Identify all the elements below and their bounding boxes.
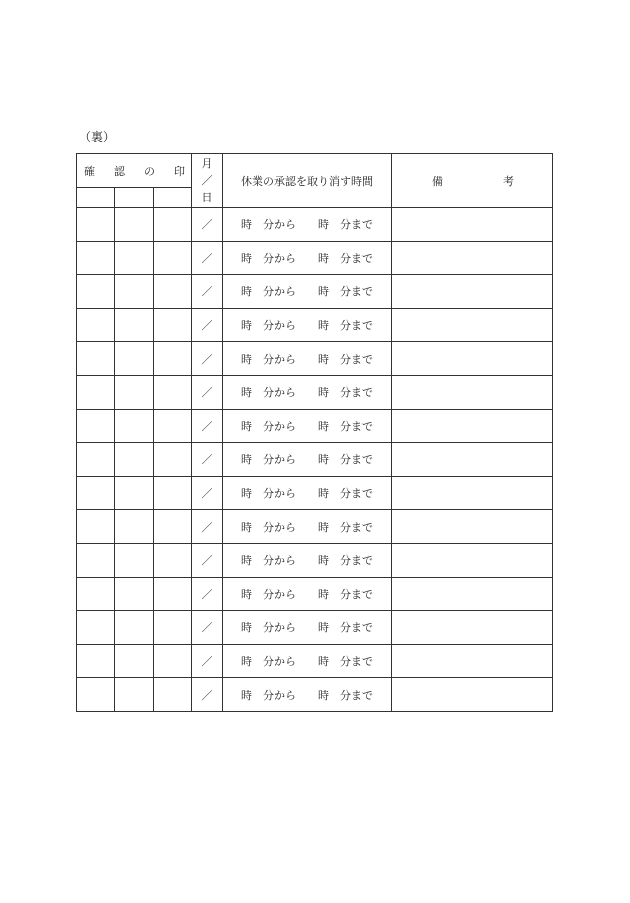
seal-cell[interactable] [154, 342, 192, 376]
seal-cell[interactable] [77, 342, 115, 376]
table-row [77, 476, 553, 510]
table-row [77, 510, 553, 544]
time-range-cell[interactable]: 時 分から 時 分まで [223, 678, 392, 712]
date-cell[interactable]: ／ [192, 443, 223, 477]
month-label: 月 [201, 157, 213, 170]
seal-cell[interactable] [115, 678, 154, 712]
day-label: 日 [201, 191, 213, 204]
date-cell[interactable]: ／ [192, 644, 223, 678]
notes-cell[interactable] [392, 543, 553, 577]
seal-cell[interactable] [115, 476, 154, 510]
notes-cell[interactable] [392, 443, 553, 477]
time-range-cell[interactable]: 時 分から 時 分まで [223, 342, 392, 376]
seal-cell[interactable] [154, 409, 192, 443]
time-range-cell[interactable]: 時 分から 時 分まで [223, 611, 392, 645]
seal-cell[interactable] [115, 644, 154, 678]
seal-cell[interactable] [154, 208, 192, 242]
seal-cell[interactable] [77, 476, 115, 510]
time-range-cell[interactable]: 時 分から 時 分まで [223, 409, 392, 443]
seal-header-slot-1 [77, 188, 115, 208]
month-day-slash: ／ [201, 174, 213, 187]
notes-cell[interactable] [392, 678, 553, 712]
time-range-cell[interactable]: 時 分から 時 分まで [223, 375, 392, 409]
date-cell[interactable]: ／ [192, 543, 223, 577]
time-range-cell[interactable]: 時 分から 時 分まで [223, 543, 392, 577]
seal-cell[interactable] [115, 208, 154, 242]
date-cell[interactable]: ／ [192, 308, 223, 342]
date-cell[interactable]: ／ [192, 342, 223, 376]
seal-cell[interactable] [77, 275, 115, 309]
seal-cell[interactable] [154, 375, 192, 409]
seal-cell[interactable] [77, 543, 115, 577]
time-range-cell[interactable]: 時 分から 時 分まで [223, 208, 392, 242]
date-cell[interactable]: ／ [192, 409, 223, 443]
seal-cell[interactable] [77, 678, 115, 712]
table-row [77, 543, 553, 577]
time-cancellation-table [76, 153, 553, 712]
notes-cell[interactable] [392, 409, 553, 443]
date-cell[interactable]: ／ [192, 375, 223, 409]
seal-cell[interactable] [115, 543, 154, 577]
date-cell[interactable]: ／ [192, 241, 223, 275]
seal-cell[interactable] [77, 375, 115, 409]
seal-cell[interactable] [154, 611, 192, 645]
seal-cell[interactable] [115, 510, 154, 544]
confirm-char-2: 認 [114, 164, 125, 178]
seal-cell[interactable] [154, 644, 192, 678]
table-row [77, 577, 553, 611]
seal-header-slot-2 [115, 188, 154, 208]
seal-cell[interactable] [77, 611, 115, 645]
seal-cell[interactable] [115, 375, 154, 409]
seal-cell[interactable] [77, 577, 115, 611]
seal-cell[interactable] [115, 308, 154, 342]
seal-cell[interactable] [154, 678, 192, 712]
table-row [77, 409, 553, 443]
seal-cell[interactable] [77, 644, 115, 678]
confirm-char-1: 確 [84, 164, 95, 178]
confirm-char-4: 印 [174, 164, 185, 178]
notes-cell[interactable] [392, 275, 553, 309]
table-row [77, 678, 553, 712]
seal-cell[interactable] [154, 241, 192, 275]
confirm-seal-header [77, 154, 192, 188]
time-range-cell[interactable]: 時 分から 時 分まで [223, 443, 392, 477]
page-side-label: （裏） [79, 130, 116, 144]
seal-cell[interactable] [115, 577, 154, 611]
seal-cell[interactable] [115, 611, 154, 645]
table-row [77, 644, 553, 678]
time-range-cell[interactable]: 時 分から 時 分まで [223, 241, 392, 275]
cancel-time-header: 休業の承認を取り消す時間 [223, 154, 392, 208]
seal-cell[interactable] [154, 510, 192, 544]
seal-cell[interactable] [115, 275, 154, 309]
time-range-cell[interactable]: 時 分から 時 分まで [223, 644, 392, 678]
seal-cell[interactable] [77, 510, 115, 544]
table-row [77, 275, 553, 309]
seal-cell[interactable] [115, 241, 154, 275]
notes-cell[interactable] [392, 510, 553, 544]
confirm-char-3: の [144, 164, 155, 178]
seal-cell[interactable] [115, 443, 154, 477]
time-range-cell[interactable]: 時 分から 時 分まで [223, 308, 392, 342]
seal-cell[interactable] [115, 409, 154, 443]
date-cell[interactable]: ／ [192, 611, 223, 645]
seal-cell[interactable] [77, 409, 115, 443]
seal-cell[interactable] [115, 342, 154, 376]
notes-cell[interactable] [392, 241, 553, 275]
table-row [77, 611, 553, 645]
seal-cell[interactable] [77, 241, 115, 275]
header-row [77, 154, 553, 188]
table-row [77, 241, 553, 275]
seal-cell[interactable] [154, 275, 192, 309]
notes-char-1: 備 [432, 174, 444, 188]
notes-cell[interactable] [392, 611, 553, 645]
date-cell[interactable]: ／ [192, 208, 223, 242]
date-cell[interactable]: ／ [192, 275, 223, 309]
seal-cell[interactable] [154, 308, 192, 342]
notes-cell[interactable] [392, 644, 553, 678]
seal-cell[interactable] [154, 543, 192, 577]
date-cell[interactable]: ／ [192, 577, 223, 611]
notes-cell[interactable] [392, 208, 553, 242]
table-row [77, 342, 553, 376]
time-range-cell[interactable]: 時 分から 時 分まで [223, 510, 392, 544]
seal-cell[interactable] [77, 443, 115, 477]
notes-header [392, 154, 553, 208]
notes-char-2: 考 [503, 174, 515, 188]
table-row [77, 375, 553, 409]
table-row [77, 443, 553, 477]
notes-cell[interactable] [392, 577, 553, 611]
seal-cell[interactable] [77, 208, 115, 242]
time-range-cell[interactable]: 時 分から 時 分まで [223, 275, 392, 309]
time-range-cell[interactable]: 時 分から 時 分まで [223, 476, 392, 510]
notes-cell[interactable] [392, 308, 553, 342]
date-cell[interactable]: ／ [192, 678, 223, 712]
seal-header-slot-3 [154, 188, 192, 208]
seal-cell[interactable] [77, 308, 115, 342]
notes-cell[interactable] [392, 342, 553, 376]
notes-cell[interactable] [392, 375, 553, 409]
time-range-cell[interactable]: 時 分から 時 分まで [223, 577, 392, 611]
seal-cell[interactable] [154, 577, 192, 611]
table-row [77, 308, 553, 342]
seal-cell[interactable] [154, 476, 192, 510]
seal-cell[interactable] [154, 443, 192, 477]
date-cell[interactable]: ／ [192, 510, 223, 544]
notes-cell[interactable] [392, 476, 553, 510]
table-row [77, 208, 553, 242]
date-cell[interactable]: ／ [192, 476, 223, 510]
month-day-header [192, 154, 223, 208]
